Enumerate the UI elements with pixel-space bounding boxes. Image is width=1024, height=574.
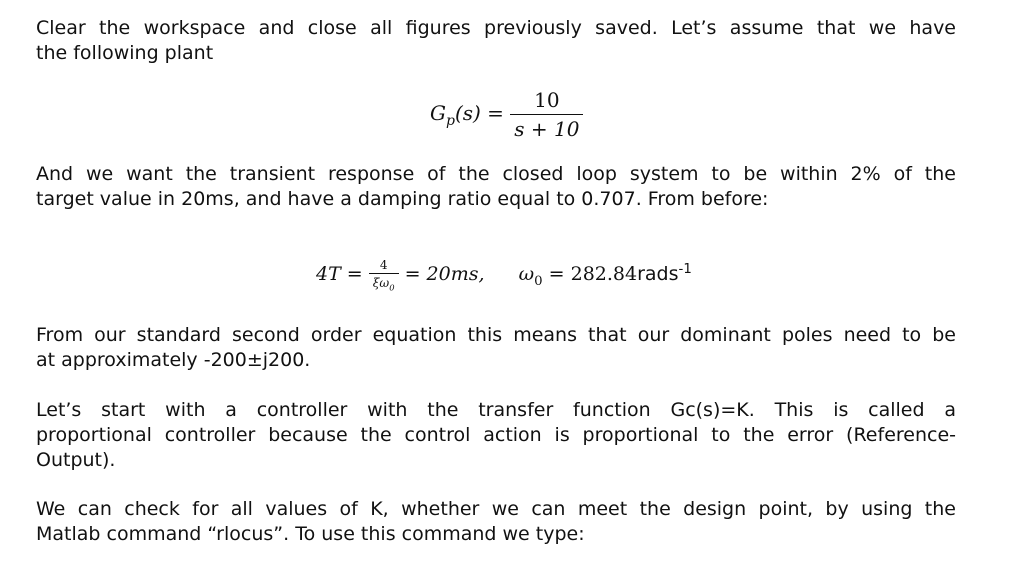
paragraph-line: Output).	[36, 449, 116, 471]
eq2-omega: ω	[518, 263, 535, 286]
fraction-denominator: s + 10	[514, 117, 580, 141]
paragraph-line: And we want the transient response of the closed loop system to be within 2% of the	[36, 163, 956, 185]
settling-time-equation	[316, 258, 692, 292]
paragraph-line: We can check for all values of K, whether we can meet the design point, by using the	[36, 498, 956, 520]
paragraph-line: proportional controller because the control action is proportional to the error (Reference-	[36, 424, 956, 446]
eq-lhs-letter: G	[430, 101, 446, 125]
eq-lhs-arg: (s) =	[454, 101, 504, 125]
frac-den-xi: ξω	[372, 276, 390, 290]
paragraph-line: Let’s start with a controller with the transfer function Gc(s)=K. This is called a	[36, 399, 956, 421]
paragraph-dominant-poles	[36, 323, 956, 373]
fraction-denominator	[369, 274, 399, 292]
eq2-lhs: 4T =	[316, 263, 363, 286]
paragraph-line: From our standard second order equation this means that our dominant poles need to be	[36, 324, 956, 346]
eq2-unit-sup: -1	[678, 261, 692, 277]
paragraph-requirements	[36, 162, 956, 212]
frac-den-sub: 0	[389, 282, 395, 293]
paragraph-line: the following plant	[36, 42, 214, 64]
fraction-numerator: 4	[369, 258, 399, 274]
paragraph-line: Clear the workspace and close all figures previously saved. Let’s assume that we have	[36, 17, 956, 39]
eq2-omega-sub: 0	[534, 274, 543, 289]
paragraph-line: Matlab command “rlocus”. To use this command we type:	[36, 523, 585, 545]
paragraph-controller	[36, 398, 956, 473]
paragraph-intro	[36, 16, 956, 66]
paragraph-rlocus	[36, 497, 956, 547]
eq2-value: = 282.84	[548, 263, 638, 286]
eq2-unit: rads	[637, 263, 679, 286]
eq-lhs-sub: p	[445, 113, 455, 129]
fraction-numerator: 10	[510, 88, 583, 115]
fraction	[510, 88, 583, 141]
paragraph-line: at approximately -200±j200.	[36, 349, 311, 371]
plant-transfer-function	[430, 88, 583, 141]
paragraph-line: target value in 20ms, and have a damping ratio equal to 0.707. From before:	[36, 188, 769, 210]
eq2-rhs: = 20ms,	[404, 263, 485, 286]
fraction	[369, 258, 399, 292]
